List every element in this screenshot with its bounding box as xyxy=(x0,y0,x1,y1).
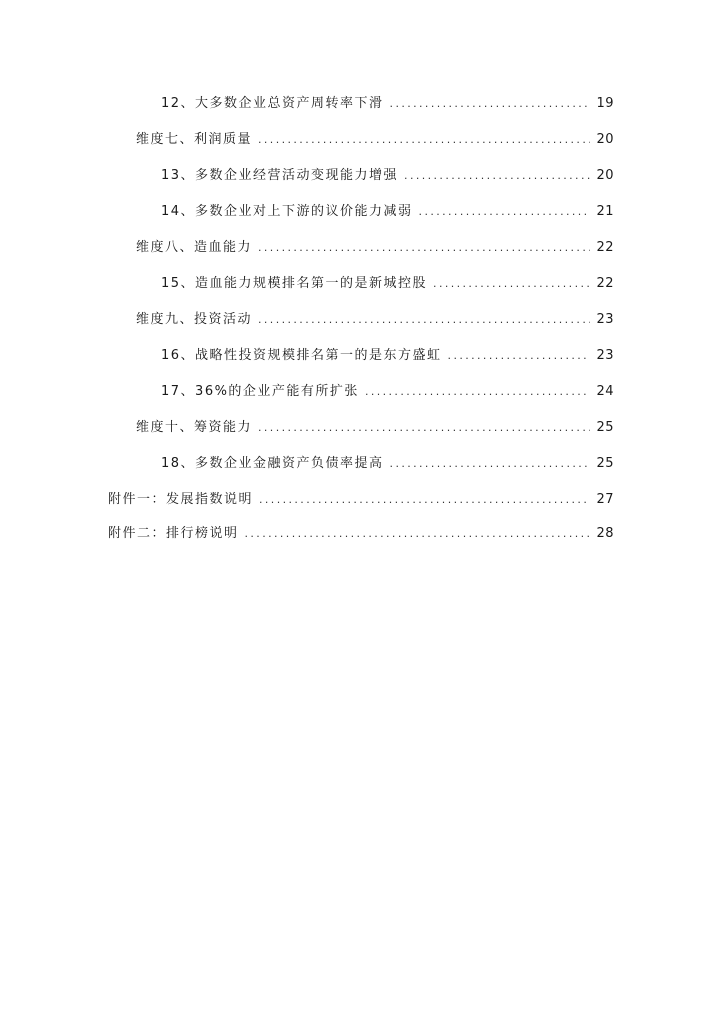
toc-dot-leader xyxy=(258,312,590,328)
toc-entry-label: 18、多数企业金融资产负债率提高 xyxy=(161,456,384,471)
toc-entry-label: 17、36%的企业产能有所扩张 xyxy=(161,384,359,399)
toc-dot-leader xyxy=(245,526,591,542)
toc-entry[interactable] xyxy=(161,272,614,292)
toc-entry-label: 附件一：发展指数说明 xyxy=(108,492,254,507)
toc-page-number: 20 xyxy=(596,132,614,147)
toc-dot-leader xyxy=(259,492,590,508)
toc-entry[interactable] xyxy=(161,200,614,220)
toc-page-number: 27 xyxy=(596,492,614,507)
toc-dot-leader xyxy=(433,276,590,292)
toc-entry[interactable] xyxy=(108,488,614,508)
toc-dot-leader xyxy=(365,384,591,400)
toc-page-number: 23 xyxy=(596,348,614,363)
toc-page-number: 25 xyxy=(596,420,614,435)
toc-entry-label: 维度八、造血能力 xyxy=(136,240,253,255)
toc-entry-label: 12、大多数企业总资产周转率下滑 xyxy=(161,96,384,111)
toc-entry[interactable] xyxy=(161,452,614,472)
toc-entry-label: 13、多数企业经营活动变现能力增强 xyxy=(161,168,399,183)
toc-page-number: 22 xyxy=(596,240,614,255)
toc-entry-label: 16、战略性投资规模排名第一的是东方盛虹 xyxy=(161,348,442,363)
toc-dot-leader xyxy=(258,240,590,256)
toc-entry[interactable] xyxy=(161,380,614,400)
toc-dot-leader xyxy=(258,132,590,148)
toc-entry[interactable] xyxy=(136,236,614,256)
toc-dot-leader xyxy=(448,348,591,364)
toc-entry-label: 15、造血能力规模排名第一的是新城控股 xyxy=(161,276,428,291)
toc-page-number: 28 xyxy=(596,526,614,541)
toc-entry-label: 维度七、利润质量 xyxy=(136,132,253,147)
toc-entry-label: 维度十、筹资能力 xyxy=(136,420,253,435)
toc-dot-leader xyxy=(390,96,591,112)
toc-entry-label: 附件二：排行榜说明 xyxy=(108,526,239,541)
toc-entry-label: 14、多数企业对上下游的议价能力减弱 xyxy=(161,204,413,219)
toc-page-number: 20 xyxy=(596,168,614,183)
toc-entry[interactable] xyxy=(161,344,614,364)
toc-page-number: 23 xyxy=(596,312,614,327)
toc-dot-leader xyxy=(404,168,590,184)
toc-dot-leader xyxy=(258,420,590,436)
toc-dot-leader xyxy=(390,456,591,472)
toc-entry[interactable] xyxy=(161,164,614,184)
toc-entry[interactable] xyxy=(136,128,614,148)
toc-page-number: 22 xyxy=(596,276,614,291)
toc-page-number: 24 xyxy=(596,384,614,399)
toc-dot-leader xyxy=(419,204,591,220)
toc-entry[interactable] xyxy=(108,522,614,542)
toc-entry[interactable] xyxy=(136,308,614,328)
toc-entry[interactable] xyxy=(161,92,614,112)
toc-entry-label: 维度九、投资活动 xyxy=(136,312,253,327)
toc-page-number: 19 xyxy=(596,96,614,111)
toc-entry[interactable] xyxy=(136,416,614,436)
toc-page-number: 25 xyxy=(596,456,614,471)
toc-page-number: 21 xyxy=(596,204,614,219)
